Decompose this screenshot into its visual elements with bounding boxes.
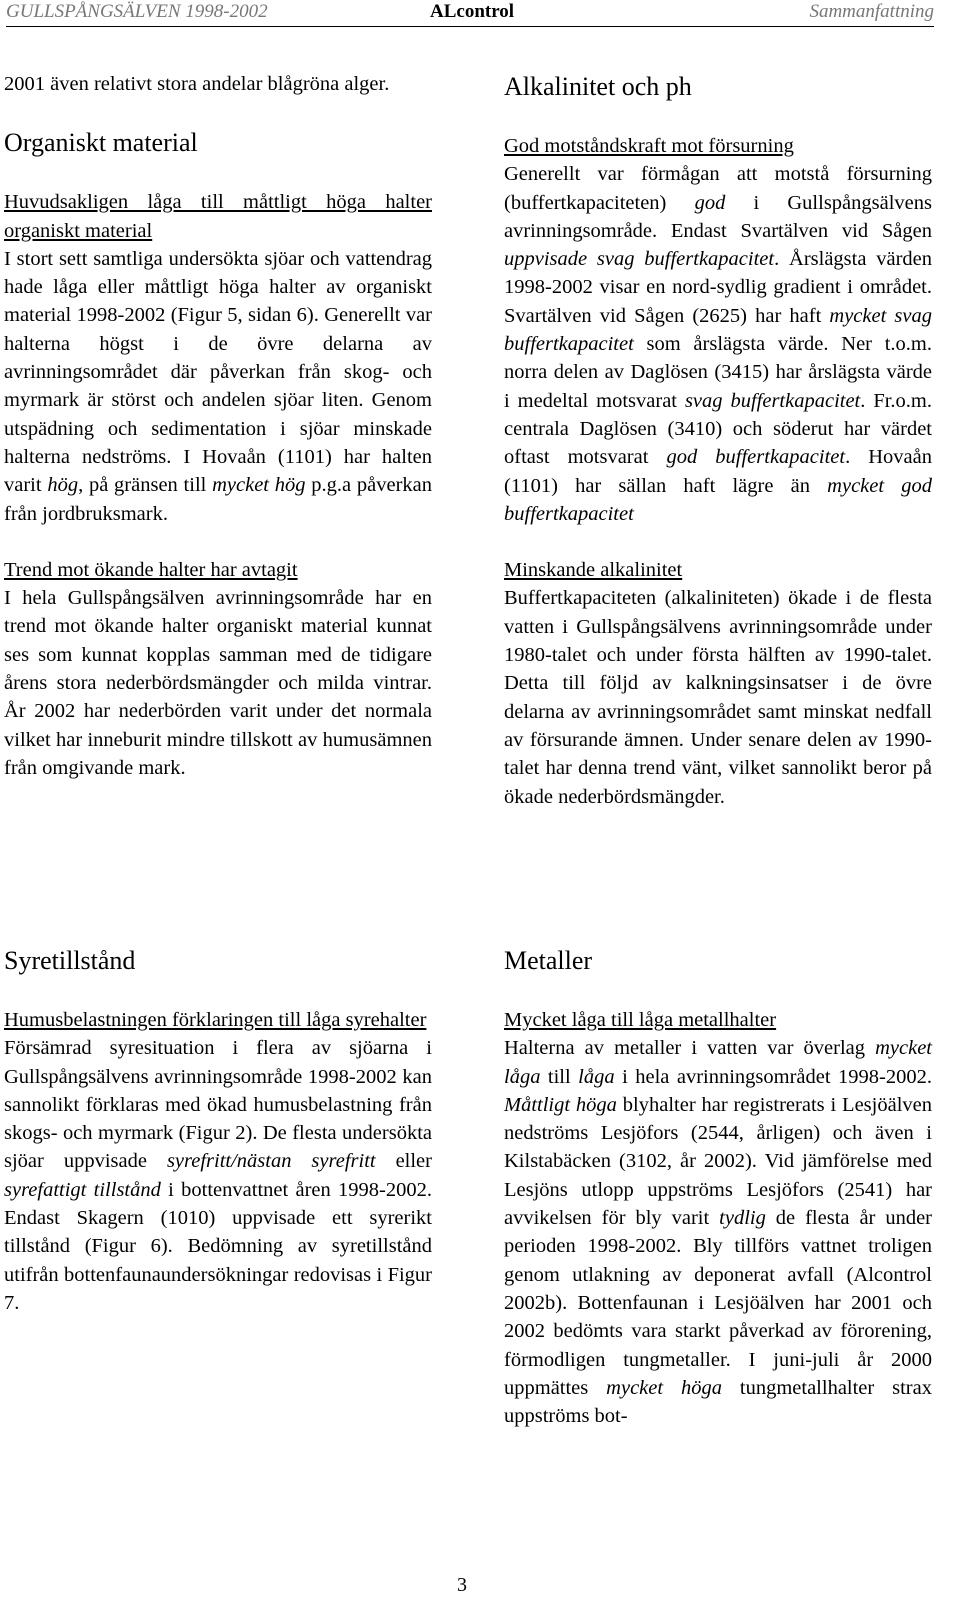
paragraph-alkalinity-trend: Buffertkapaciteten (alkaliniteten) ökade i de flesta vatten i Gullspångsälvens avrinningsområde under 1980-talet och under första hälften av 1990-talet. Detta till följd av kalkningsinsatser i de övre delarna av avrinningsområdet samt minskat nedfall av försurande ämnen. Under senare delen av 1990-talet har denna trend vänt, vilket sannolikt beror på ökade nederbördsmängder.	[504, 587, 932, 808]
subheading-metal-levels: Mycket låga till låga metallhalter	[504, 1009, 777, 1031]
paragraph-organic-levels: I stort sett samtliga undersökta sjöar och vattendrag hade låga eller måttligt höga halter av organiskt material 1998-2002 (Figur 5, sidan 6). Generellt var halterna högst i de övre delarna av avrinningsområdet där påverkan från skog- och myrmark är störst och andelen sjöar liten. Genom utspädning och sedimentation i sjöar minskade halterna nedströms. I Hovaån (1101) har halten varit hög, på gränsen till mycket hög p.g.a påverkan från jordbruksmark.	[4, 247, 432, 525]
subheading-decreasing-alkalinity: Minskande alkalinitet	[504, 559, 683, 582]
heading-alkalinity: Alkalinitet och ph	[504, 72, 692, 101]
subheading-humus-load: Humusbelastningen förklaringen till låga syrehalter	[4, 1009, 427, 1031]
column-organic-material	[4, 70, 432, 782]
subheading-trend: Trend mot ökande halter har avtagit	[4, 558, 298, 581]
paragraph-trend: I hela Gullspångsälven avrinningsområde har en trend mot ökande halter organiskt material kunnat ses som kunnat kopplas samman med de tidigare årens stora nederbördsmängder och milda vintrar. År 2002 har nederbörden varit under det normala vilket har inneburit mindre tillskott av humusämnen från omgivande mark.	[4, 587, 432, 779]
heading-oxygen: Syretillstånd	[4, 946, 136, 975]
intro-text: 2001 även relativt stora andelar blågröna alger.	[4, 73, 390, 95]
paragraph-metals: Halterna av metaller i vatten var överlag mycket låga till låga i hela avrinningsområdet 1998-2002. Måttligt höga blyhalter har registrerats i Lesjöälven nedströms Lesjöfors (2544, årligen) och även i Kilstabäcken (3102, år 2002). Vid jämförelse med Lesjöns utlopp uppströms Lesjöfors (2541) har avvikelsen för bly varit tydlig de flesta år under perioden 1998-2002. Bly tillförs vattnet troligen genom utlakning av deponerat avfall (Alcontrol 2002b). Bottenfaunan i Lesjöälven har 2001 och 2002 bedömts vara starkt påverkad av förorening, förmodligen tungmetaller. I juni-juli år 2000 uppmättes mycket höga tungmetallhalter strax uppströms bot-	[504, 1037, 932, 1428]
page-number: 3	[457, 1574, 467, 1596]
column-alkalinity	[504, 70, 932, 811]
subheading-resistance: God motståndskraft mot försurning	[504, 135, 794, 157]
column-oxygen	[4, 944, 432, 1317]
column-metals	[504, 944, 932, 1430]
heading-organic-material: Organiskt material	[4, 128, 198, 158]
page-header	[6, 0, 934, 27]
heading-metals: Metaller	[504, 946, 593, 975]
paragraph-buffer-capacity: Generellt var förmågan att motstå försurning (buffertkapaciteten) god i Gullspångsälvens avrinningsområde. Endast Svartälven vid Sågen uppvisade svag buffertkapacitet. Årslägsta värden 1998-2002 visar en nord-sydlig gradient i området. Svartälven vid Sågen (2625) har haft mycket svag buffertkapacitet som årslägsta värde. Ner t.o.m. norra delen av Daglösen (3415) har årslägsta värde i medeltal motsvarat svag buffertkapacitet. Fr.o.m. centrala Daglösen (3410) och söderut har värdet oftast motsvarat god buffertkapacitet. Hovaån (1101) har sällan haft lägre än mycket god buffertkapacitet	[504, 163, 933, 525]
subheading-levels: Huvudsakligen låga till måttligt höga halter organiskt material	[4, 191, 432, 242]
header-section: Sammanfattning	[809, 1, 934, 22]
header-report-title: GULLSPÅNGSÄLVEN 1998-2002	[6, 1, 268, 22]
header-company: ALcontrol	[430, 1, 515, 22]
paragraph-oxygen: Försämrad syresituation i flera av sjöarna i Gullspångsälvens avrinningsområde 1998-2002 kan sannolikt förklaras med ökad humusbelastning från skogs- och myrmark (Figur 2). De flesta undersökta sjöar uppvisade syrefritt/nästan syrefritt eller syrefattigt tillstånd i bottenvattnet åren 1998-2002. Endast Skagern (1010) uppvisade ett syrerikt tillstånd (Figur 6). Bedömning av syretillstånd utifrån bottenfaunaundersökningar redovisas i Figur 7.	[4, 1037, 432, 1314]
